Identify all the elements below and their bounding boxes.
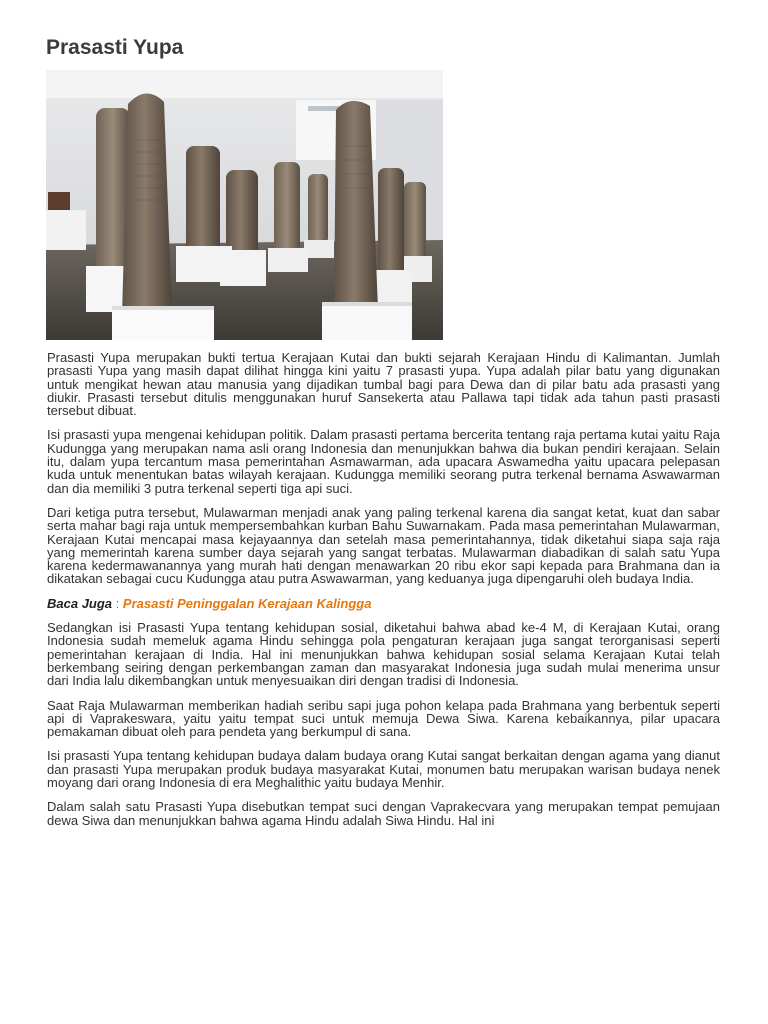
baca-juga-label: Baca Juga [47,595,113,611]
yupa-photo [46,70,443,340]
paragraph: Dalam salah satu Prasasti Yupa disebutkan tempat suci dengan Vaprakecvara yang merupakan tempat pemujaan dewa Siwa dan menunjukkan bahwa agama Hindu adalah Siwa Hindu. Hal ini [47,799,720,828]
page-title: Prasasti Yupa [46,36,184,59]
paragraph: Dari ketiga putra tersebut, Mulawarman menjadi anak yang paling terkenal karena dia sangat ketat, kuat dan sabar serta mahar bagi raja untuk mempersembahkan kurban Bahu Suwarnakam. Pada masa pemerintahan Mulawarman, Kerajaan Kutai mencapai masa kejayaannya dan setelah masa pemerintahannya, tidak diketahui siapa saja raja yang memerintah karena sumber daya sejarah yang sangat terbatas. Mulawarman diabadikan di salah satu Yupa karena kedermawanannya yang murah hati dengan menawarkan 20 ribu ekor sapi kepada para Brahmana dan ia dikatakan sebagai cucu Kudungga atau putra Aswawarman, yang keduanya juga dipengaruhi oleh budaya India. [47,504,720,587]
article-body [47,351,720,838]
paragraph: Sedangkan isi Prasasti Yupa tentang kehidupan sosial, diketahui bahwa abad ke-4 M, di Kerajaan Kutai, orang Indonesia sudah memeluk agama Hindu sehingga pola pengaturan kerajaan juga sangat terorganisasi seperti pemerintahan kerajaan di India. Hal ini menunjukkan bahwa kehidupan sosial selama Kerajaan Kutai telah berkembang seiring dengan perkembangan zaman dan masyarakat Indonesia juga sudah mulai menerima unsur dari India lalu dikembangkan untuk menyesuaikan diri dengan tradisi di Indonesia. [47,620,720,689]
baca-juga-link[interactable]: Prasasti Peninggalan Kerajaan Kalingga [122,595,372,611]
yupa-photo-illustration [46,70,443,340]
paragraph: Isi prasasti yupa mengenai kehidupan politik. Dalam prasasti pertama bercerita tentang raja pertama kutai yaitu Raja Kudungga yang merupakan nama asli orang Indonesia dan menunjukkan bahwa dia bukan pendiri kerajaan. Selain itu, dalam yupa tercantum masa pemerintahan Asmawarman, ada upacara Aswamedha yaitu upacara pelepasan kuda untuk menentukan batas wilayah kerajaan. Kudungga memiliki seorang putra terkenal bernama Aswawarman dan dia memiliki 3 putra terkenal seperti tiga api suci. [47,427,720,496]
paragraph: Isi prasasti Yupa tentang kehidupan budaya dalam budaya orang Kutai sangat berkaitan dengan agama yang dianut dan prasasti Yupa merupakan produk budaya masyarakat Kutai, monumen batu merupakan warisan budaya nenek moyang dari orang Indonesia di era Meghalithic yaitu budaya Menhir. [47,748,720,791]
baca-juga [47,597,720,610]
paragraph: Prasasti Yupa merupakan bukti tertua Kerajaan Kutai dan bukti sejarah Kerajaan Hindu di Kalimantan. Jumlah prasasti Yupa yang masih dapat dilihat hingga kini yaitu 7 prasasti yupa. Yupa adalah pilar batu yang digunakan untuk mengikat hewan atau manusia yang dijadikan tumbal bagi para Dewa dan di pilar batu ada prasasti yang diukir. Prasasti tersebut ditulis menggunakan huruf Sansekerta atau Pallawa tapi tidak ada tahun pasti prasasti tersebut dibuat. [47,350,720,419]
baca-juga-separator: : [115,595,120,611]
paragraph: Saat Raja Mulawarman memberikan hadiah seribu sapi juga pohon kelapa pada Brahmana yang berbentuk seperti api di Vaprakeswara, yaitu yaitu tempat suci untuk memuja Dewa Siwa. Karena kebaikannya, pilar upacara pemakaman dibuat oleh para pendeta yang berkumpul di sana. [47,697,720,740]
